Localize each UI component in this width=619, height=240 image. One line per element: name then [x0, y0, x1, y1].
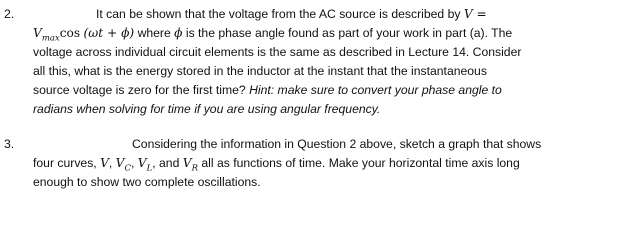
- q2-voltage-equation-start: V =: [463, 7, 487, 21]
- question-3: [0, 135, 619, 192]
- q2-vmax-symbol: V: [33, 26, 42, 40]
- question-2-number: 2.: [4, 7, 15, 21]
- question-3-number: 3.: [4, 137, 15, 151]
- question-2: [0, 5, 619, 119]
- q2-phi-symbol: ϕ: [174, 26, 183, 40]
- q2-line-6: radians when solving for time if you are using angular frequency.: [33, 102, 381, 116]
- q3-line-1: Considering the information in Question 2 above, sketch a graph that shows: [132, 137, 542, 151]
- question-3-text: [33, 135, 593, 192]
- q3-vr-symbol: V: [182, 156, 192, 170]
- q2-line-2: [33, 24, 593, 43]
- q3-line-2-text: all as functions of time. Make your horizontal time axis long: [201, 156, 520, 170]
- q2-where: where: [137, 26, 171, 40]
- q2-cos: cos: [59, 26, 81, 40]
- q2-hint-start: Hint: make sure to convert your phase angle to: [249, 83, 502, 97]
- q2-line-5: [33, 81, 593, 100]
- q2-line-3: voltage across individual circuit elements is the same as described in Lecture 14. Consider: [33, 45, 522, 59]
- q2-line-1: [33, 5, 593, 24]
- q3-line-3: enough to show two complete oscillations.: [33, 175, 261, 189]
- q2-question-text: source voltage is zero for the first time?: [33, 83, 246, 97]
- q3-vl-symbol: V: [137, 156, 147, 170]
- q2-line-4: all this, what is the energy stored in the inductor at the instant that the instantaneous: [33, 64, 487, 78]
- q3-and: and: [159, 156, 180, 170]
- q3-vr-subscript: R: [191, 163, 198, 174]
- q3-vc-symbol: V: [115, 156, 125, 170]
- q2-line-1-text: It can be shown that the voltage from the AC source is described by: [96, 7, 461, 21]
- q3-four-curves: four curves,: [33, 156, 97, 170]
- q2-vmax-subscript: max: [41, 33, 60, 44]
- q2-cos-argument: (ωt + ϕ): [83, 26, 135, 40]
- q3-v-symbol: V: [100, 156, 109, 170]
- q3-vl-subscript: L: [146, 163, 153, 174]
- q3-vc-subscript: C: [124, 163, 131, 174]
- q3-line-2: four curves, V, $V_C$, $V_L$, and $V_R$ all as functions of time. Make your horizontal time axis long: [33, 156, 520, 174]
- question-2-text: [33, 5, 593, 119]
- q2-line-2-text: is the phase angle found as part of your work in part (a). The: [185, 26, 513, 40]
